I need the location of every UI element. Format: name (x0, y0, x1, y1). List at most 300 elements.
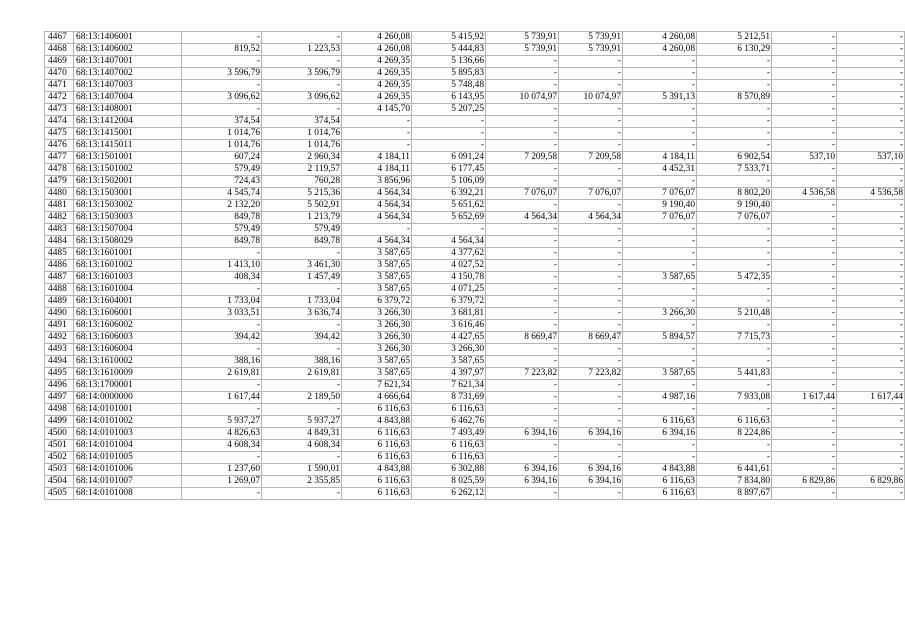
value-cell: 388,16 (262, 356, 342, 368)
value-cell: - (559, 272, 623, 284)
value-cell: - (837, 224, 905, 236)
value-cell: - (262, 80, 342, 92)
value-cell: - (772, 356, 837, 368)
value-cell: - (412, 224, 486, 236)
value-cell: - (342, 116, 412, 128)
table-row (45, 284, 905, 296)
value-cell: - (623, 344, 697, 356)
table-row (45, 200, 905, 212)
value-cell: 408,34 (182, 272, 262, 284)
value-cell: 7 209,58 (559, 152, 623, 164)
value-cell: 579,49 (182, 164, 262, 176)
table-row (45, 32, 905, 44)
value-cell: - (837, 368, 905, 380)
value-cell: - (262, 380, 342, 392)
value-cell: 3 266,30 (342, 332, 412, 344)
value-cell: 5 937,27 (182, 416, 262, 428)
value-cell: - (697, 320, 772, 332)
value-cell: 1 617,44 (837, 392, 905, 404)
row-number-cell: 4486 (45, 260, 74, 272)
cadastral-code-cell: 68:13:1407003 (74, 80, 182, 92)
value-cell: 6 379,72 (412, 296, 486, 308)
row-number-cell: 4471 (45, 80, 74, 92)
value-cell: - (342, 128, 412, 140)
value-cell: - (486, 56, 559, 68)
value-cell: 5 748,48 (412, 80, 486, 92)
value-cell: - (559, 68, 623, 80)
value-cell: 6 392,21 (412, 188, 486, 200)
value-cell: 6 829,86 (837, 476, 905, 488)
value-cell: - (772, 332, 837, 344)
value-cell: 6 116,63 (342, 488, 412, 500)
value-cell: 4 150,78 (412, 272, 486, 284)
value-cell: 5 739,91 (559, 32, 623, 44)
cadastral-code-cell: 68:13:1501002 (74, 164, 182, 176)
value-cell: 5 739,91 (486, 32, 559, 44)
value-cell: 7 076,07 (559, 188, 623, 200)
value-cell: 6 394,16 (486, 476, 559, 488)
value-cell: - (486, 404, 559, 416)
value-cell: - (559, 248, 623, 260)
cadastral-code-cell: 68:13:1604001 (74, 296, 182, 308)
table-row (45, 140, 905, 152)
row-number-cell: 4475 (45, 128, 74, 140)
value-cell: 5 651,62 (412, 200, 486, 212)
table-row (45, 248, 905, 260)
cadastral-code-cell: 68:14:0101004 (74, 440, 182, 452)
value-cell: - (623, 116, 697, 128)
value-cell: 4 564,34 (342, 236, 412, 248)
value-cell: - (559, 176, 623, 188)
value-cell: - (837, 272, 905, 284)
value-cell: - (262, 32, 342, 44)
value-cell: - (772, 284, 837, 296)
value-cell: 6 902,54 (697, 152, 772, 164)
value-cell: 394,42 (182, 332, 262, 344)
value-cell: - (486, 452, 559, 464)
value-cell: - (837, 332, 905, 344)
row-number-cell: 4490 (45, 308, 74, 320)
value-cell: - (182, 380, 262, 392)
row-number-cell: 4492 (45, 332, 74, 344)
row-number-cell: 4498 (45, 404, 74, 416)
value-cell: 3 096,62 (262, 92, 342, 104)
value-cell: 3 636,74 (262, 308, 342, 320)
value-cell: - (837, 164, 905, 176)
row-number-cell: 4494 (45, 356, 74, 368)
row-number-cell: 4499 (45, 416, 74, 428)
value-cell: 8 669,47 (486, 332, 559, 344)
value-cell: 9 190,40 (623, 200, 697, 212)
value-cell: - (772, 200, 837, 212)
row-number-cell: 4472 (45, 92, 74, 104)
value-cell: - (772, 272, 837, 284)
row-number-cell: 4505 (45, 488, 74, 500)
value-cell: 849,78 (182, 236, 262, 248)
value-cell: - (772, 224, 837, 236)
value-cell: 4 849,31 (262, 428, 342, 440)
value-cell: 4 377,62 (412, 248, 486, 260)
value-cell: 4 545,74 (182, 188, 262, 200)
value-cell: 4 452,31 (623, 164, 697, 176)
value-cell: 3 587,65 (342, 260, 412, 272)
table-row (45, 332, 905, 344)
value-cell: 3 587,65 (412, 356, 486, 368)
value-cell: - (182, 284, 262, 296)
value-cell: 7 223,82 (559, 368, 623, 380)
value-cell: 1 014,76 (182, 128, 262, 140)
data-table (44, 31, 905, 500)
value-cell: - (559, 104, 623, 116)
cadastral-code-cell: 68:13:1606002 (74, 320, 182, 332)
cadastral-code-cell: 68:13:1601002 (74, 260, 182, 272)
table-row (45, 92, 905, 104)
value-cell: - (559, 404, 623, 416)
value-cell: 8 669,47 (559, 332, 623, 344)
value-cell: - (559, 128, 623, 140)
table-row (45, 44, 905, 56)
value-cell: - (772, 68, 837, 80)
value-cell: 4 184,11 (623, 152, 697, 164)
row-number-cell: 4491 (45, 320, 74, 332)
row-number-cell: 4468 (45, 44, 74, 56)
value-cell: - (837, 176, 905, 188)
table-row (45, 164, 905, 176)
value-cell: - (772, 116, 837, 128)
value-cell: - (623, 248, 697, 260)
value-cell: - (837, 56, 905, 68)
value-cell: 4 536,58 (772, 188, 837, 200)
value-cell: 4 666,64 (342, 392, 412, 404)
value-cell: - (697, 380, 772, 392)
cadastral-code-cell: 68:13:1503002 (74, 200, 182, 212)
value-cell: 9 190,40 (697, 200, 772, 212)
cadastral-code-cell: 68:14:0101007 (74, 476, 182, 488)
value-cell: 6 116,63 (342, 476, 412, 488)
value-cell: 4 987,16 (623, 392, 697, 404)
value-cell: 5 895,83 (412, 68, 486, 80)
value-cell: 3 096,62 (182, 92, 262, 104)
row-number-cell: 4477 (45, 152, 74, 164)
value-cell: - (772, 416, 837, 428)
table-row (45, 188, 905, 200)
value-cell: - (772, 464, 837, 476)
value-cell: - (772, 164, 837, 176)
value-cell: 1 733,04 (182, 296, 262, 308)
value-cell: - (837, 428, 905, 440)
value-cell: - (697, 176, 772, 188)
value-cell: 5 739,91 (486, 44, 559, 56)
value-cell: 760,28 (262, 176, 342, 188)
value-cell: - (837, 440, 905, 452)
value-cell: 6 394,16 (559, 476, 623, 488)
cadastral-code-cell: 68:14:0101008 (74, 488, 182, 500)
value-cell: 7 076,07 (486, 188, 559, 200)
table-row (45, 380, 905, 392)
value-cell: 3 587,65 (623, 272, 697, 284)
value-cell: 6 394,16 (623, 428, 697, 440)
value-cell: 7 621,34 (342, 380, 412, 392)
value-cell: 388,16 (182, 356, 262, 368)
cadastral-code-cell: 68:13:1503003 (74, 212, 182, 224)
value-cell: 4 564,34 (559, 212, 623, 224)
value-cell: - (559, 224, 623, 236)
value-cell: - (697, 80, 772, 92)
value-cell: 607,24 (182, 152, 262, 164)
cadastral-code-cell: 68:13:1407001 (74, 56, 182, 68)
value-cell: 4 564,34 (342, 188, 412, 200)
value-cell: - (559, 320, 623, 332)
value-cell: - (342, 224, 412, 236)
value-cell: - (697, 284, 772, 296)
table-row (45, 392, 905, 404)
value-cell: 4 564,34 (342, 212, 412, 224)
value-cell: - (772, 404, 837, 416)
value-cell: 537,10 (837, 152, 905, 164)
cadastral-code-cell: 68:14:0101002 (74, 416, 182, 428)
value-cell: 5 472,35 (697, 272, 772, 284)
table-row (45, 272, 905, 284)
value-cell: - (623, 80, 697, 92)
value-cell: - (486, 296, 559, 308)
value-cell: 6 116,63 (342, 452, 412, 464)
value-cell: 1 223,53 (262, 44, 342, 56)
value-cell: - (182, 248, 262, 260)
value-cell: - (486, 392, 559, 404)
value-cell: 8 731,69 (412, 392, 486, 404)
value-cell: - (837, 308, 905, 320)
value-cell: - (837, 116, 905, 128)
table-row (45, 116, 905, 128)
value-cell: 6 379,72 (342, 296, 412, 308)
value-cell: - (697, 104, 772, 116)
value-cell: - (623, 380, 697, 392)
value-cell: - (559, 200, 623, 212)
table-row (45, 452, 905, 464)
value-cell: - (772, 488, 837, 500)
value-cell: 6 116,63 (623, 416, 697, 428)
cadastral-code-cell: 68:13:1601001 (74, 248, 182, 260)
value-cell: - (837, 68, 905, 80)
value-cell: 579,49 (262, 224, 342, 236)
value-cell: - (559, 488, 623, 500)
value-cell: 5 106,09 (412, 176, 486, 188)
value-cell: 7 209,58 (486, 152, 559, 164)
row-number-cell: 4467 (45, 32, 74, 44)
table-row (45, 224, 905, 236)
row-number-cell: 4481 (45, 200, 74, 212)
value-cell: - (837, 128, 905, 140)
value-cell: 5 212,51 (697, 32, 772, 44)
table-row (45, 68, 905, 80)
value-cell: - (837, 236, 905, 248)
value-cell: 4 184,11 (342, 164, 412, 176)
value-cell: - (697, 440, 772, 452)
table-row (45, 308, 905, 320)
value-cell: - (697, 344, 772, 356)
value-cell: - (772, 32, 837, 44)
value-cell: 10 074,97 (486, 92, 559, 104)
value-cell: - (486, 488, 559, 500)
cadastral-code-cell: 68:13:1408001 (74, 104, 182, 116)
value-cell: 4 027,52 (412, 260, 486, 272)
value-cell: - (837, 380, 905, 392)
value-cell: - (262, 284, 342, 296)
row-number-cell: 4496 (45, 380, 74, 392)
value-cell: 4 269,35 (342, 80, 412, 92)
value-cell: 1 014,76 (262, 128, 342, 140)
value-cell: 3 587,65 (623, 368, 697, 380)
cadastral-code-cell: 68:13:1507004 (74, 224, 182, 236)
cadastral-code-cell: 68:13:1407004 (74, 92, 182, 104)
value-cell: 6 116,63 (412, 440, 486, 452)
cadastral-code-cell: 68:14:0101003 (74, 428, 182, 440)
value-cell: 4 608,34 (262, 440, 342, 452)
value-cell: - (837, 200, 905, 212)
row-number-cell: 4474 (45, 116, 74, 128)
value-cell: 4 843,88 (623, 464, 697, 476)
value-cell: - (837, 320, 905, 332)
value-cell: 6 262,12 (412, 488, 486, 500)
value-cell: - (837, 452, 905, 464)
value-cell: 3 587,65 (342, 284, 412, 296)
value-cell: 4 260,08 (623, 44, 697, 56)
value-cell: 6 394,16 (486, 464, 559, 476)
value-cell: 4 269,35 (342, 56, 412, 68)
value-cell: 8 025,59 (412, 476, 486, 488)
value-cell: 6 116,63 (412, 452, 486, 464)
value-cell: - (262, 488, 342, 500)
value-cell: - (697, 356, 772, 368)
value-cell: 537,10 (772, 152, 837, 164)
value-cell: 1 457,49 (262, 272, 342, 284)
cadastral-code-cell: 68:13:1606004 (74, 344, 182, 356)
value-cell: - (559, 284, 623, 296)
table-row (45, 356, 905, 368)
value-cell: 4 071,25 (412, 284, 486, 296)
value-cell: 4 536,58 (837, 188, 905, 200)
value-cell: - (486, 308, 559, 320)
value-cell: - (772, 440, 837, 452)
value-cell: - (262, 344, 342, 356)
value-cell: - (772, 380, 837, 392)
value-cell: 394,42 (262, 332, 342, 344)
row-number-cell: 4469 (45, 56, 74, 68)
value-cell: 579,49 (182, 224, 262, 236)
table-row (45, 368, 905, 380)
value-cell: - (772, 44, 837, 56)
cadastral-code-cell: 68:13:1700001 (74, 380, 182, 392)
row-number-cell: 4482 (45, 212, 74, 224)
value-cell: 1 014,76 (262, 140, 342, 152)
cadastral-code-cell: 68:13:1501001 (74, 152, 182, 164)
value-cell: - (486, 116, 559, 128)
value-cell: 5 210,48 (697, 308, 772, 320)
row-number-cell: 4500 (45, 428, 74, 440)
value-cell: 849,78 (182, 212, 262, 224)
value-cell: - (412, 128, 486, 140)
row-number-cell: 4497 (45, 392, 74, 404)
value-cell: 8 224,86 (697, 428, 772, 440)
value-cell: 6 116,63 (342, 428, 412, 440)
value-cell: 8 570,89 (697, 92, 772, 104)
value-cell: 1 617,44 (772, 392, 837, 404)
value-cell: 5 739,91 (559, 44, 623, 56)
cadastral-code-cell: 68:13:1601004 (74, 284, 182, 296)
row-number-cell: 4484 (45, 236, 74, 248)
row-number-cell: 4495 (45, 368, 74, 380)
value-cell: - (559, 392, 623, 404)
value-cell: - (837, 464, 905, 476)
value-cell: 3 596,79 (262, 68, 342, 80)
value-cell: 5 444,83 (412, 44, 486, 56)
value-cell: - (623, 440, 697, 452)
value-cell: - (697, 68, 772, 80)
value-cell: - (837, 248, 905, 260)
value-cell: - (623, 452, 697, 464)
value-cell: - (559, 260, 623, 272)
value-cell: 1 413,10 (182, 260, 262, 272)
value-cell: 7 076,07 (623, 188, 697, 200)
value-cell: - (262, 248, 342, 260)
value-cell: 1 733,04 (262, 296, 342, 308)
value-cell: 7 076,07 (623, 212, 697, 224)
value-cell: - (837, 284, 905, 296)
value-cell: 2 189,50 (262, 392, 342, 404)
table-row (45, 476, 905, 488)
value-cell: 4 843,88 (342, 416, 412, 428)
value-cell: - (837, 416, 905, 428)
table-body (45, 32, 905, 500)
value-cell: - (486, 380, 559, 392)
value-cell: 8 897,67 (697, 488, 772, 500)
table-row (45, 416, 905, 428)
row-number-cell: 4488 (45, 284, 74, 296)
value-cell: - (772, 140, 837, 152)
value-cell: - (486, 440, 559, 452)
value-cell: - (623, 68, 697, 80)
value-cell: - (772, 368, 837, 380)
value-cell: - (772, 260, 837, 272)
value-cell: 2 355,85 (262, 476, 342, 488)
cadastral-code-cell: 68:13:1415011 (74, 140, 182, 152)
value-cell: 7 223,82 (486, 368, 559, 380)
table-row (45, 440, 905, 452)
value-cell: - (772, 128, 837, 140)
value-cell: - (772, 92, 837, 104)
value-cell: - (486, 80, 559, 92)
value-cell: - (837, 296, 905, 308)
value-cell: 3 587,65 (342, 272, 412, 284)
value-cell: - (486, 128, 559, 140)
value-cell: - (837, 212, 905, 224)
value-cell: - (623, 260, 697, 272)
value-cell: - (559, 56, 623, 68)
value-cell: 6 091,24 (412, 152, 486, 164)
value-cell: - (559, 308, 623, 320)
value-cell: - (772, 56, 837, 68)
value-cell: - (182, 404, 262, 416)
value-cell: - (772, 308, 837, 320)
value-cell: 819,52 (182, 44, 262, 56)
value-cell: - (697, 404, 772, 416)
value-cell: 7 834,80 (697, 476, 772, 488)
value-cell: 4 427,65 (412, 332, 486, 344)
value-cell: - (182, 32, 262, 44)
value-cell: 374,54 (182, 116, 262, 128)
value-cell: - (559, 416, 623, 428)
cadastral-code-cell: 68:13:1412004 (74, 116, 182, 128)
